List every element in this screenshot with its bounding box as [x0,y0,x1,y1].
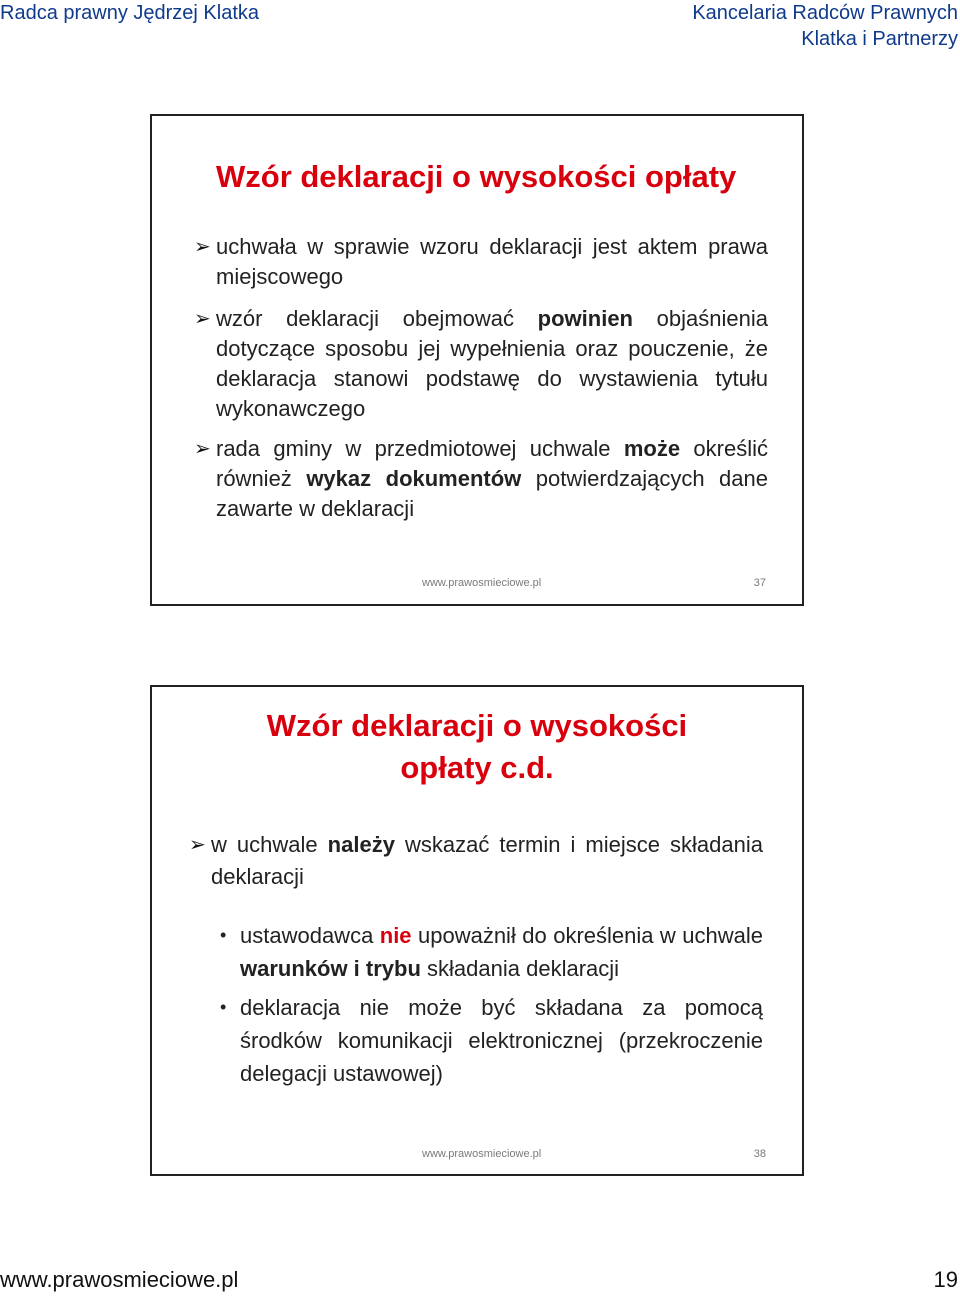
dot-bullet-icon: • [220,997,227,1017]
text-run: wzór deklaracji obejmować [216,306,538,331]
text-run: określić również [216,436,768,491]
slide-title-line2: opłaty c.d. [400,750,554,785]
slide-footer-url: www.prawosmieciowe.pl [422,577,542,589]
header-author: Radca prawny Jędrzej Klatka [0,2,260,24]
header-firm-line1: Kancelaria Radców Prawnych [692,2,958,24]
text-run: objaśnienia dotyczące sposobu jej wypełnienia oraz pouczenie, że deklaracja stanowi podstawę do wystawienia tytułu wykonawczego [216,306,768,421]
slide-38 [150,685,804,1176]
slide-footer-url: www.prawosmieciowe.pl [422,1148,542,1160]
text-run: upoważnił do określenia w uchwale [411,923,763,948]
text-run: może [623,436,681,461]
header-firm-line2: Klatka i Partnerzy [801,28,958,50]
slide-37 [150,114,804,606]
arrow-bullet-icon: ➢ [189,834,206,856]
text-run: składania deklaracji [420,956,620,981]
bullet-item [194,232,768,292]
header-firm [692,0,958,52]
slide-title [152,705,802,789]
arrow-bullet-icon: ➢ [194,236,211,258]
sub-bullet-item [220,919,763,985]
slide-page-number: 37 [753,577,766,589]
bullet-text [216,306,768,421]
sub-bullet-text [240,995,763,1086]
sub-bullet-item [220,991,763,1090]
text-run: deklaracja nie może być składana za pomocą środków komunikacji elektronicznej (przekroczenie delegacji ustawowej) [240,995,763,1086]
bullet-item [194,304,768,424]
bullet-text [216,436,768,521]
slide-title-line1: Wzór deklaracji o wysokości [266,708,688,743]
slide-page-number: 38 [753,1148,766,1160]
text-run: warunków i trybu [240,956,421,981]
bullet-text [216,234,768,289]
text-run: ustawodawca [240,923,380,948]
text-run: powinien [537,306,633,331]
bullet-text [211,832,763,889]
bullet-item [194,434,768,524]
text-run: należy [327,832,395,857]
text-run: wykaz dokumentów [306,466,522,491]
footer-page-number: 19 [933,1267,958,1292]
footer-url: www.prawosmieciowe.pl [0,1267,239,1292]
text-run: potwierdzających dane zawarte w deklaracji [216,466,768,521]
dot-bullet-icon: • [220,925,227,945]
text-run: rada gminy w przedmiotowej uchwale [216,436,624,461]
bullet-item [189,829,763,893]
arrow-bullet-icon: ➢ [194,308,211,330]
text-run: nie [379,923,412,948]
text-run: wskazać termin i miejsce składania deklaracji [211,832,763,889]
slide-title: Wzór deklaracji o wysokości opłaty [216,159,737,194]
arrow-bullet-icon: ➢ [194,438,211,460]
text-run: uchwała w sprawie wzoru deklaracji jest aktem prawa miejscowego [216,234,768,289]
sub-bullet-text [240,923,763,981]
text-run: w uchwale [211,832,328,857]
